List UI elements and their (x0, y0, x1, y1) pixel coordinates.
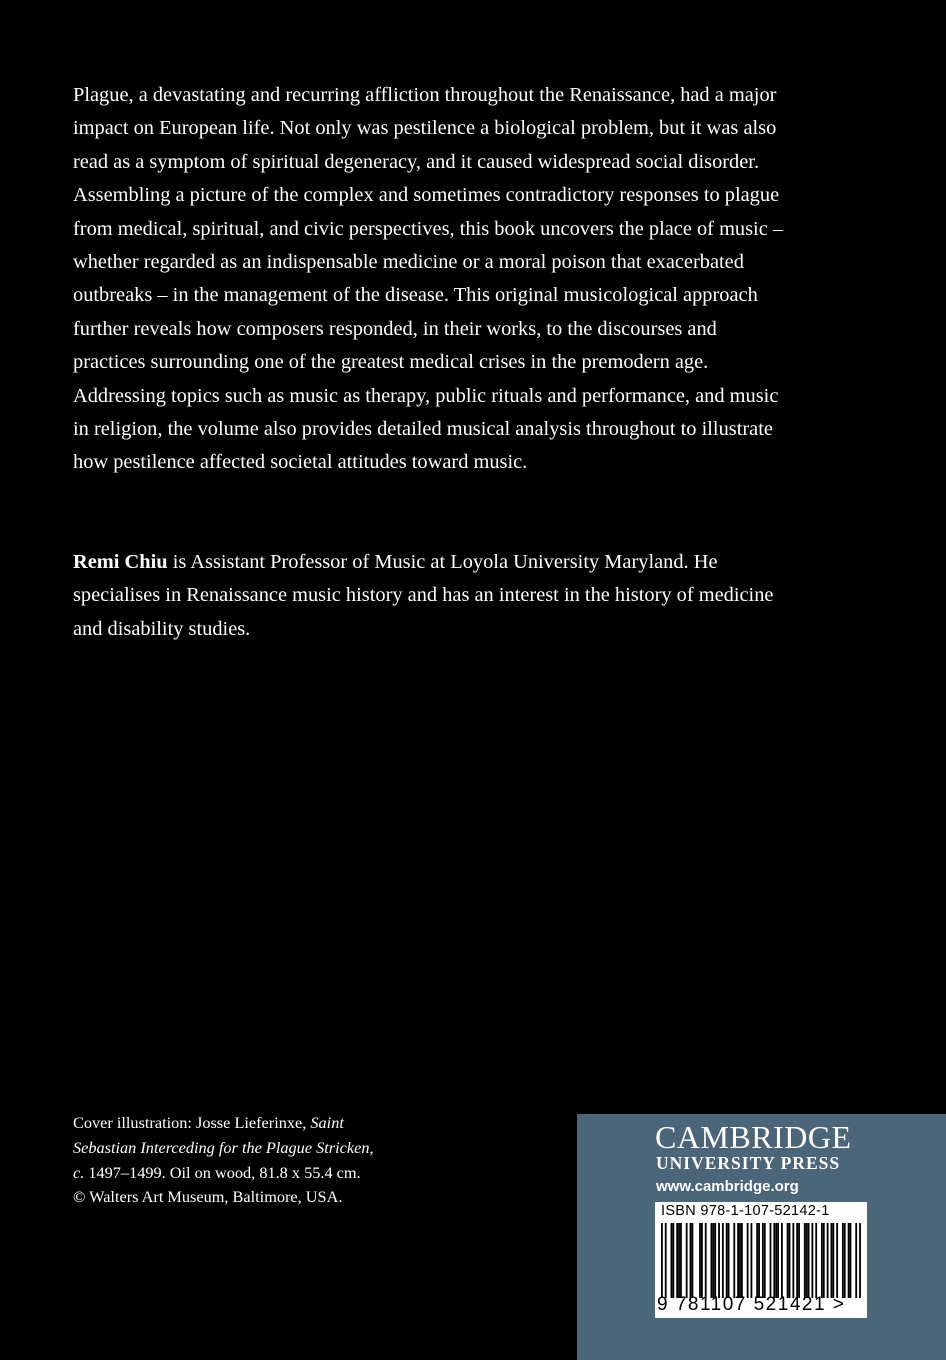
credit-prefix: Cover illustration: Josse Lieferinxe, (73, 1113, 311, 1132)
book-description: Plague, a devastating and recurring affliction throughout the Renaissance, had a major impact on European life. Not only was pestilence a biological problem, but it was also read as a symptom of spiritual degeneracy, and it caused widespread social disorder. Assembling a picture of the complex and sometimes contradictory responses to plague from medical, spiritual, and civic perspectives, this book uncovers the place of music – whether regarded as an indispensable medicine or a moral poison that exacerbated outbreaks – in the management of the disease. This original musicological approach further reveals how composers responded, in their works, to the discourses and practices surrounding one of the greatest medical crises in the premodern age. Addressing topics such as music as therapy, public rituals and performance, and music in religion, the volume also provides detailed musical analysis throughout to illustrate how pestilence affected societal attitudes toward music. (73, 84, 784, 474)
isbn-label: ISBN 978-1-107-52142-1 (661, 1203, 830, 1219)
author-bio (73, 546, 793, 646)
artwork-details: 1497–1499. Oil on wood, 81.8 x 55.4 cm. (84, 1162, 361, 1182)
barcode-bars-icon (661, 1223, 861, 1298)
author-bio-text: is Assistant Professor of Music at Loyola University Maryland. He specialises in Renaissance music history and has an interest in the history of medicine and disability studies. (73, 551, 774, 640)
publisher-subtitle: UNIVERSITY PRESS (656, 1153, 841, 1173)
artwork-title: Saint Sebastian Interceding for the Plague Stricken (73, 1113, 370, 1157)
barcode-digits: 9 781107 521421 > (657, 1294, 846, 1315)
circa-label: c. (73, 1162, 85, 1182)
copyright-line: © Walters Art Museum, Baltimore, USA. (73, 1187, 343, 1207)
publisher-name: CAMBRIDGE (655, 1119, 852, 1155)
cover-credit: Cover illustration: Josse Lieferinxe, Saint Sebastian Interceding for the Plague Stricken, c. 1497–1499. Oil on wood, 81.8 x 55.4 cm. © Walters Art Museum, Baltimore, USA. (73, 1113, 374, 1207)
author-name: Remi Chiu (73, 551, 168, 573)
barcode (655, 1202, 867, 1318)
publisher-url: www.cambridge.org (656, 1178, 799, 1195)
